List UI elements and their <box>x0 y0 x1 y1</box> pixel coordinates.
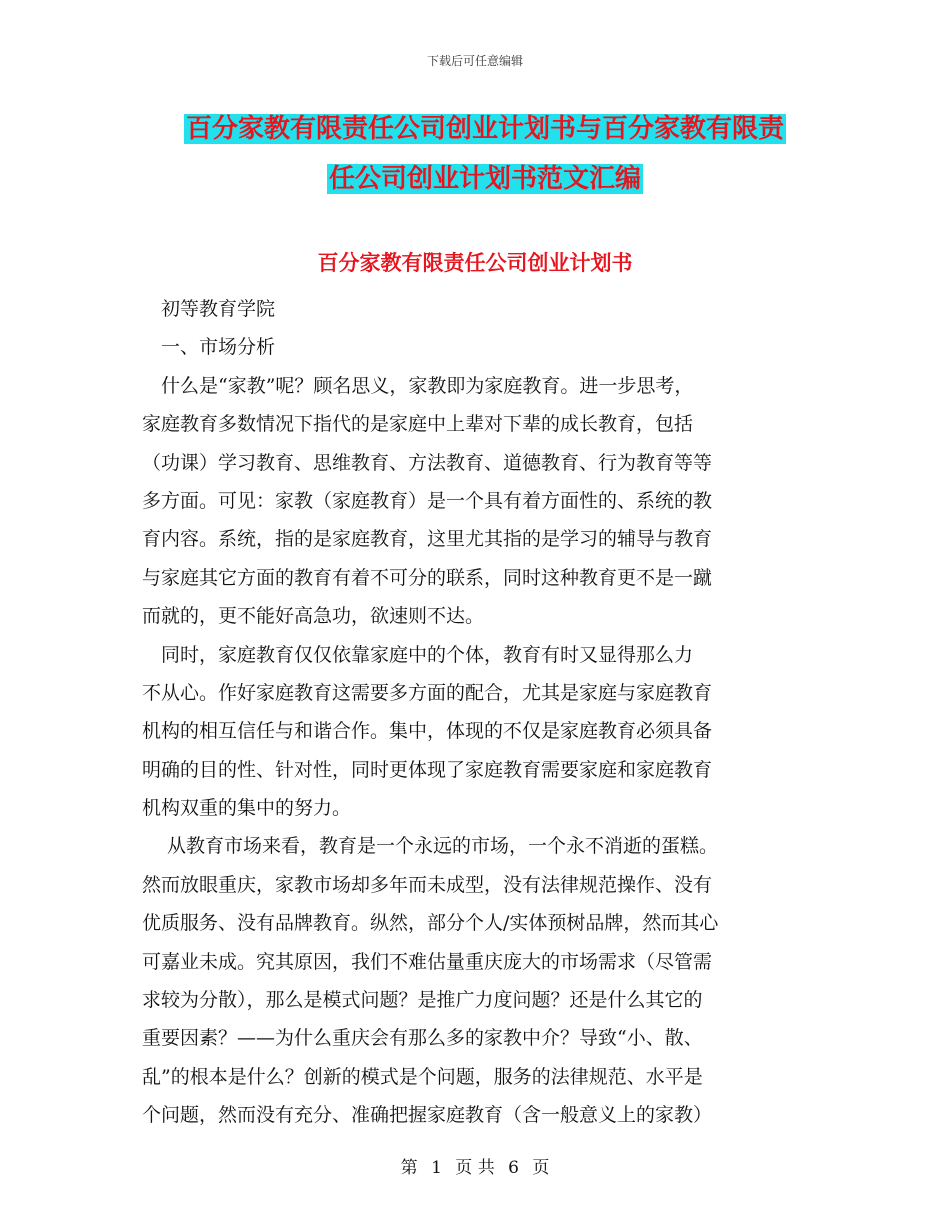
body-line: 求较为分散），那么是模式问题？是推广力度问题？还是什么其它的 <box>142 989 703 1012</box>
body-line: 一、市场分析 <box>142 336 276 359</box>
body-line: 重要因素？——为什么重庆会有那么多的家教中介？导致“小、散、 <box>142 1027 703 1050</box>
page-footer <box>0 1153 950 1178</box>
body-line: 而就的，更不能好高急功，欲速则不达。 <box>142 605 485 628</box>
body-line: 明确的目的性、针对性，同时更体现了家庭教育需要家庭和家庭教育 <box>142 758 713 781</box>
body-line: 可嘉业未成。究其原因，我们不难估量重庆庞大的市场需求（尽管需 <box>142 950 713 973</box>
body-line: 个问题，然而没有充分、准确把握家庭教育（含一般意义上的家教） <box>142 1104 713 1127</box>
body-line: 从教育市场来看，教育是一个永远的市场，一个永不消逝的蛋糕。 <box>142 835 719 858</box>
body-text <box>142 290 822 1135</box>
body-line: 优质服务、没有品牌教育。纵然，部分个人/实体预树品牌，然而其心 <box>142 912 719 935</box>
body-line: （功课）学习教育、思维教育、方法教育、道德教育、行为教育等等 <box>142 451 713 474</box>
footer-middle: 页 共 <box>455 1158 495 1178</box>
body-line: 机构双重的集中的努力。 <box>142 797 352 820</box>
body-line: 家庭教育多数情况下指代的是家庭中上辈对下辈的成长教育，包括 <box>142 413 694 436</box>
footer-page-number: 1 <box>431 1158 442 1178</box>
document-title <box>145 104 825 204</box>
document-title-line-2: 任公司创业计划书范文汇编 <box>328 164 641 194</box>
footer-prefix: 第 <box>400 1158 418 1178</box>
page-header: 下载后可任意编辑 <box>426 54 523 68</box>
body-line: 乱”的根本是什么？创新的模式是个问题，服务的法律规范、水平是 <box>142 1065 703 1088</box>
body-line: 然而放眼重庆，家教市场却多年而未成型，没有法律规范操作、没有 <box>142 873 713 896</box>
body-line: 育内容。系统，指的是家庭教育，这里尤其指的是学习的辅导与教育 <box>142 528 713 551</box>
body-line: 什么是“家教”呢？顾名思义，家教即为家庭教育。进一步思考， <box>142 374 694 397</box>
body-line: 同时，家庭教育仅仅依靠家庭中的个体，教育有时又显得那么力 <box>142 643 694 666</box>
document-title-line-1: 百分家教有限责任公司创业计划书与百分家教有限责 <box>185 114 784 144</box>
body-line: 多方面。可见：家教（家庭教育）是一个具有着方面性的、系统的教 <box>142 489 713 512</box>
body-line: 不从心。作好家庭教育这需要多方面的配合，尤其是家庭与家庭教育 <box>142 681 713 704</box>
body-line: 与家庭其它方面的教育有着不可分的联系，同时这种教育更不是一蹴 <box>142 566 713 589</box>
body-line: 初等教育学院 <box>142 298 276 320</box>
body-line: 机构的相互信任与和谐合作。集中，体现的不仅是家庭教育必须具备 <box>142 720 713 743</box>
footer-total-pages: 6 <box>508 1158 519 1178</box>
section-title: 百分家教有限责任公司创业计划书 <box>317 251 633 275</box>
footer-suffix: 页 <box>532 1158 550 1178</box>
